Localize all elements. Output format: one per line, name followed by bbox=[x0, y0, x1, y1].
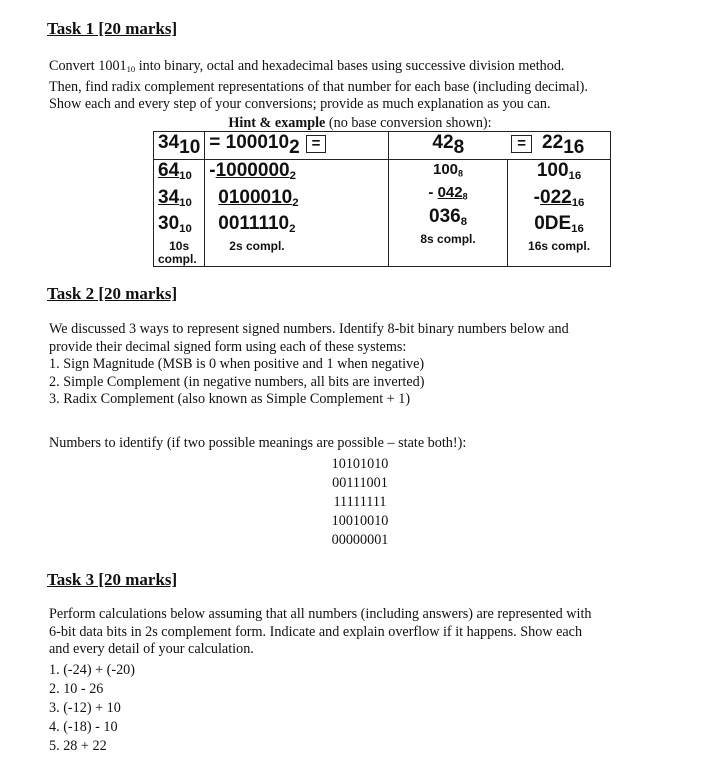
oct-header-cell: $42_8$ bbox=[389, 132, 508, 160]
dec-result: $30_{10}$ bbox=[158, 213, 192, 236]
task2-line-2: provide their decimal signed form using each of these systems: bbox=[49, 338, 407, 355]
exercise-item: 3. (-12) + 10 bbox=[49, 700, 121, 716]
identify-instruction: Numbers to identify (if two possible meanings are possible – state both!): bbox=[49, 435, 467, 451]
task2-line-3: 1. Sign Magnitude (MSB is 0 when positive and 1 when negative) bbox=[49, 356, 425, 372]
exercise-item: 1. (-24) + (-20) bbox=[49, 662, 136, 678]
task3-description bbox=[49, 606, 699, 659]
task1-title: Task 1 [20 marks] bbox=[47, 19, 178, 38]
binary-number: 10101010 bbox=[331, 456, 389, 472]
task2-line-1: We discussed 3 ways to represent signed numbers. Identify 8-bit binary numbers below and bbox=[49, 321, 569, 337]
task2-title: Task 2 [20 marks] bbox=[47, 284, 178, 303]
task1-description bbox=[49, 58, 699, 114]
dec-foot-2: compl. bbox=[158, 252, 197, 267]
task3-line-2: 6-bit data bits in 2s complement form. Indicate and explain overflow if it happens. Show each bbox=[49, 623, 583, 640]
dec-subtrahend: $34_{10}$ bbox=[158, 186, 192, 209]
hex-minuend: $100_{16}$ bbox=[536, 159, 582, 182]
bin-foot: 2s compl. bbox=[229, 239, 285, 254]
task2-line-5: 3. Radix Complement (also known as Simple Complement + 1) bbox=[49, 391, 411, 407]
conversion-example-table bbox=[153, 131, 611, 267]
bin-result: $0011110_2$ bbox=[218, 213, 296, 236]
dec-header-cell: $34_{10}$ bbox=[154, 132, 205, 160]
binary-number: 10010010 bbox=[331, 513, 389, 529]
binary-number: 00111001 bbox=[332, 475, 388, 491]
oct-subtrahend: - $042_8$ bbox=[428, 184, 468, 202]
binary-number: 11111111 bbox=[333, 494, 387, 510]
hex-result: $0DE_{16}$ bbox=[534, 213, 584, 236]
bin-subtrahend: $0100010_2$ bbox=[218, 186, 299, 209]
hex-header-cell: = $22_{16}$ bbox=[507, 132, 611, 160]
dec-body-cell bbox=[154, 159, 205, 267]
task1-line-3: Show each and every step of your conversions; provide as much explanation as you can. bbox=[49, 96, 551, 113]
exercise-item: 5. 28 + 22 bbox=[49, 738, 107, 754]
bin-body-cell bbox=[205, 159, 389, 267]
dec-foot-1: 10s bbox=[169, 239, 190, 254]
task1-line-1: Convert $1001_{10}$ into binary, octal and hexadecimal bases using successive division method. bbox=[49, 58, 565, 75]
hex-subtrahend: $-022_{16}$ bbox=[533, 186, 585, 209]
hint-heading: Hint & example (no base conversion shown): bbox=[228, 115, 492, 131]
exercise-item: 2. 10 - 26 bbox=[49, 681, 104, 697]
bin-header-cell: = $100010_2$ = bbox=[205, 132, 389, 160]
task3-exercise-list bbox=[49, 661, 699, 756]
exercise-item: 4. (-18) - 10 bbox=[49, 719, 118, 735]
hex-body-cell bbox=[507, 159, 611, 267]
oct-minuend: $100_8$ bbox=[433, 160, 464, 178]
task2-line-4: 2. Simple Complement (in negative numbers, all bits are inverted) bbox=[49, 373, 425, 390]
oct-result: $036_8$ bbox=[429, 206, 468, 229]
bin-minuend: $-1000000_2$ bbox=[209, 159, 296, 182]
oct-foot: 8s compl. bbox=[420, 232, 476, 247]
equals-box: = bbox=[511, 135, 532, 153]
hex-foot: 16s compl. bbox=[528, 239, 591, 254]
dec-minuend: $64_{10}$ bbox=[158, 159, 192, 182]
oct-body-cell bbox=[389, 159, 508, 267]
task2-description bbox=[49, 321, 699, 409]
task3-line-1: Perform calculations below assuming that all numbers (including answers) are represented with bbox=[49, 606, 592, 622]
task1-line-2: Then, find radix complement representations of that number for each base (including decimal). bbox=[49, 78, 588, 95]
binary-number-list bbox=[0, 455, 720, 550]
task3-title: Task 3 [20 marks] bbox=[47, 570, 178, 589]
task3-line-3: and every detail of your calculation. bbox=[49, 641, 254, 657]
equals-box: = bbox=[306, 135, 327, 153]
binary-number: 00000001 bbox=[331, 532, 389, 548]
